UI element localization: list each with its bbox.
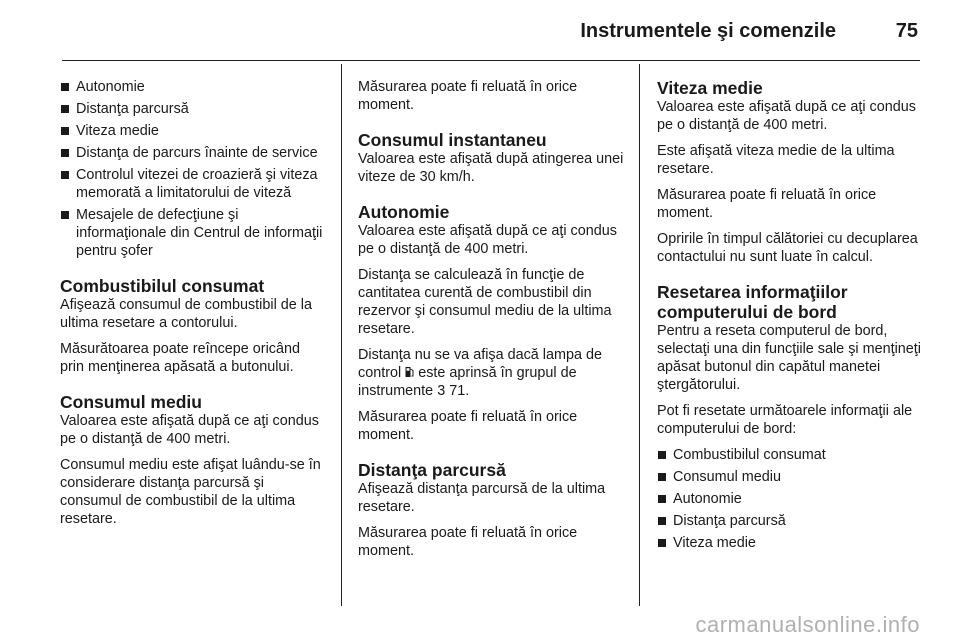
list-item: Distanţa parcursă [60, 100, 326, 118]
page-reference: 3 71. [437, 383, 470, 399]
bullet-list [657, 446, 925, 552]
heading-average-speed: Viteza medie [657, 78, 763, 98]
bullet-square-icon [658, 539, 666, 547]
list-item: Controlul vitezei de croazieră şi viteza memorată a limitatorului de viteză [60, 166, 326, 202]
list-item: Mesajele de defecţiune şi informaţionale din Centrul de informaţii pentru şofer [60, 206, 326, 260]
paragraph: Afişează distanţa parcursă de la ultima resetare. [358, 481, 606, 515]
list-item: Viteza medie [60, 122, 326, 140]
heading-distance: Distanţa parcursă [358, 460, 506, 480]
list-item: Autonomie [657, 490, 925, 508]
paragraph: Măsurarea poate fi reluată în orice moment. [358, 79, 578, 113]
bullet-square-icon [61, 83, 69, 91]
page-number: 75 [895, 20, 918, 42]
paragraph: Afişează consumul de combustibil de la ultima resetare a contorului. [60, 297, 312, 331]
bullet-square-icon [658, 495, 666, 503]
paragraph: Măsurarea poate fi reluată în orice moment. [358, 525, 578, 559]
column-divider [341, 64, 342, 606]
paragraph: Valoarea este afişată după atingerea unei viteze de 30 km/h. [358, 151, 624, 185]
paragraph: Consumul mediu este afişat luându-se în considerare distanţa parcursă şi consumul de combustibil de la ultima resetare. [60, 457, 321, 527]
list-item: Distanţa de parcurs înainte de service [60, 144, 326, 162]
heading-fuel-used: Combustibilul consumat [60, 276, 265, 296]
list-item: Distanţa parcursă [657, 512, 925, 530]
paragraph: Măsurătoarea poate reîncepe oricând prin menţinerea apăsată a butonului. [60, 341, 300, 375]
heading-instant-consumption: Consumul instantaneu [358, 130, 547, 150]
paragraph: Valoarea este afişată după ce aţi condus pe o distanţă de 400 metri. [60, 413, 319, 447]
paragraph: Măsurarea poate fi reluată în orice moment. [358, 409, 578, 443]
bullet-square-icon [658, 451, 666, 459]
paragraph: Distanţa se calculează în funcţie de cantitatea curentă de combustibil din rezervor şi consumul mediu de la ultima resetare. [358, 267, 612, 337]
paragraph: Pentru a reseta computerul de bord, selectaţi una din funcţiile sale şi menţineţi apăsat butonul din capătul manetei ştergătorului. [657, 323, 921, 393]
paragraph: Opririle în timpul călătoriei cu decuplarea contactului nu sunt luate în calcul. [657, 231, 918, 265]
list-item: Autonomie [60, 78, 326, 96]
bullet-square-icon [61, 171, 69, 179]
heading-reset: Resetarea informaţiilor computerului de bord [657, 282, 848, 322]
column-divider [639, 64, 640, 606]
list-item: Combustibilul consumat [657, 446, 925, 464]
heading-range: Autonomie [358, 202, 450, 222]
page-title: Instrumentele şi comenzile [580, 20, 836, 42]
list-item: Consumul mediu [657, 468, 925, 486]
column-middle [358, 78, 624, 568]
page-header [62, 8, 920, 61]
bullet-list [60, 78, 326, 260]
heading-average-consumption: Consumul mediu [60, 392, 202, 412]
list-item: Viteza medie [657, 534, 925, 552]
column-right [657, 78, 925, 556]
paragraph: Pot fi resetate următoarele informaţii ale computerului de bord: [657, 403, 913, 437]
paragraph: Măsurarea poate fi reluată în orice moment. [657, 187, 877, 221]
fuel-pump-icon [405, 366, 414, 378]
bullet-square-icon [61, 127, 69, 135]
paragraph: Valoarea este afişată după ce aţi condus pe o distanţă de 400 metri. [657, 99, 916, 133]
bullet-square-icon [658, 517, 666, 525]
paragraph-lamp-note: Distanţa nu se va afişa dacă lampa de control este aprinsă în grupul de instrumente 3 71. [358, 347, 602, 399]
bullet-square-icon [61, 105, 69, 113]
paragraph: Este afişată viteza medie de la ultima resetare. [657, 143, 895, 177]
column-left [60, 78, 326, 536]
bullet-square-icon [658, 473, 666, 481]
paragraph: Valoarea este afişată după ce aţi condus pe o distanţă de 400 metri. [358, 223, 617, 257]
bullet-square-icon [61, 149, 69, 157]
watermark: carmanualsonline.info [695, 612, 920, 637]
bullet-square-icon [61, 211, 69, 219]
